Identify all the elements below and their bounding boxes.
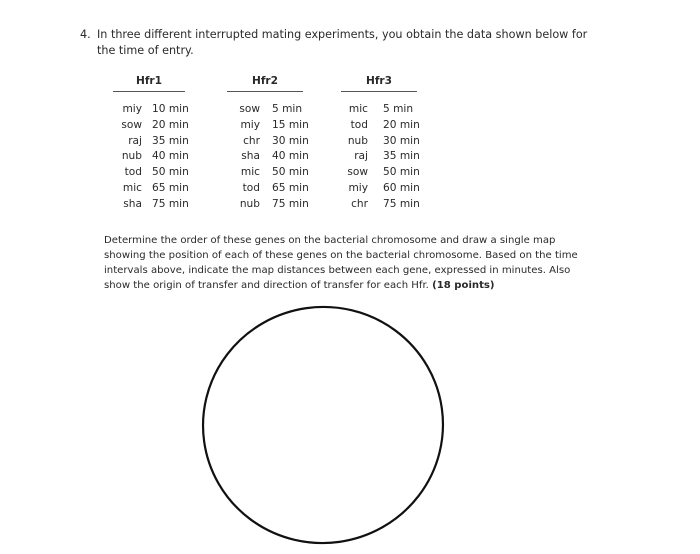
table-row [113, 197, 189, 213]
table-row [227, 134, 309, 150]
entry-time: 30 min [383, 134, 420, 147]
entry-time: 75 min [152, 197, 189, 210]
gene-name: sha [123, 197, 142, 210]
entry-time: 35 min [152, 134, 189, 147]
entry-time: 60 min [383, 181, 420, 194]
table-row [227, 102, 309, 118]
entry-time: 30 min [272, 134, 309, 147]
entry-time: 75 min [383, 197, 420, 210]
gene-name: mic [348, 103, 368, 115]
entry-time: 40 min [272, 150, 309, 163]
entry-time: 65 min [272, 181, 309, 194]
table-row [227, 165, 309, 181]
question-number: 4. [80, 28, 91, 41]
entry-time: 15 min [272, 118, 309, 131]
gene-name: chr [351, 197, 368, 210]
gene-name: sha [241, 150, 260, 163]
table-row [113, 102, 189, 118]
table-row [341, 134, 420, 150]
gene-name: chr [243, 134, 260, 147]
entry-time: 20 min [152, 118, 189, 131]
gene-name: miy [122, 103, 142, 115]
circular-chromosome-outline [200, 302, 446, 548]
table-row [113, 181, 189, 197]
gene-name: sow [239, 103, 260, 115]
entry-time: 5 min [383, 103, 414, 115]
gene-name: tod [242, 181, 260, 194]
table-row [341, 181, 420, 197]
table-row [341, 149, 420, 165]
hfr2-table [227, 102, 309, 213]
entry-time: 50 min [272, 166, 309, 179]
hfr1-table [113, 102, 189, 213]
table-row [113, 134, 189, 150]
entry-time: 5 min [272, 103, 303, 115]
question-instructions [104, 233, 596, 293]
entry-time: 35 min [383, 150, 420, 163]
points-label: (18 points) [432, 280, 495, 291]
gene-name: miy [348, 181, 368, 194]
gene-name: nub [347, 134, 368, 147]
gene-name: raj [354, 150, 368, 163]
table-row [113, 149, 189, 165]
gene-name: sow [121, 118, 142, 131]
gene-name: sow [347, 166, 368, 179]
gene-name: raj [128, 134, 142, 147]
table-row [113, 165, 189, 181]
table-row [227, 181, 309, 197]
hfr2-header: Hfr2 [227, 74, 303, 92]
entry-time: 10 min [152, 103, 189, 115]
gene-name: miy [240, 118, 260, 131]
entry-time: 40 min [152, 150, 189, 163]
entry-time: 50 min [152, 166, 189, 179]
entry-time: 20 min [383, 118, 420, 131]
gene-name: tod [124, 166, 142, 179]
gene-name: tod [350, 118, 368, 131]
gene-name: nub [121, 150, 142, 163]
table-row [341, 118, 420, 134]
table-row [227, 149, 309, 165]
table-row [341, 197, 420, 213]
entry-time: 65 min [152, 181, 189, 194]
question-intro: In three different interrupted mating experiments, you obtain the data shown below for the time of entry. [97, 28, 588, 57]
gene-name: mic [122, 181, 142, 194]
entry-time: 75 min [272, 197, 309, 210]
hfr3-table [341, 102, 420, 213]
hfr3-header: Hfr3 [341, 74, 417, 92]
table-row [341, 165, 420, 181]
gene-name: nub [239, 197, 260, 210]
table-row [227, 118, 309, 134]
table-row [113, 118, 189, 134]
gene-name: mic [240, 166, 260, 179]
hfr1-header: Hfr1 [113, 74, 185, 92]
instructions-text: Determine the order of these genes on the bacterial chromosome and draw a single map showing the position of each of these genes on the bacterial chromosome. Based on the time intervals above, indicate the map distances between each gene, expressed in minutes. Also show the origin of transfer and direction of transfer for each Hfr. [104, 235, 578, 291]
table-row [341, 102, 420, 118]
table-row [227, 197, 309, 213]
entry-time: 50 min [383, 166, 420, 179]
chromosome-map-circle [200, 302, 446, 548]
